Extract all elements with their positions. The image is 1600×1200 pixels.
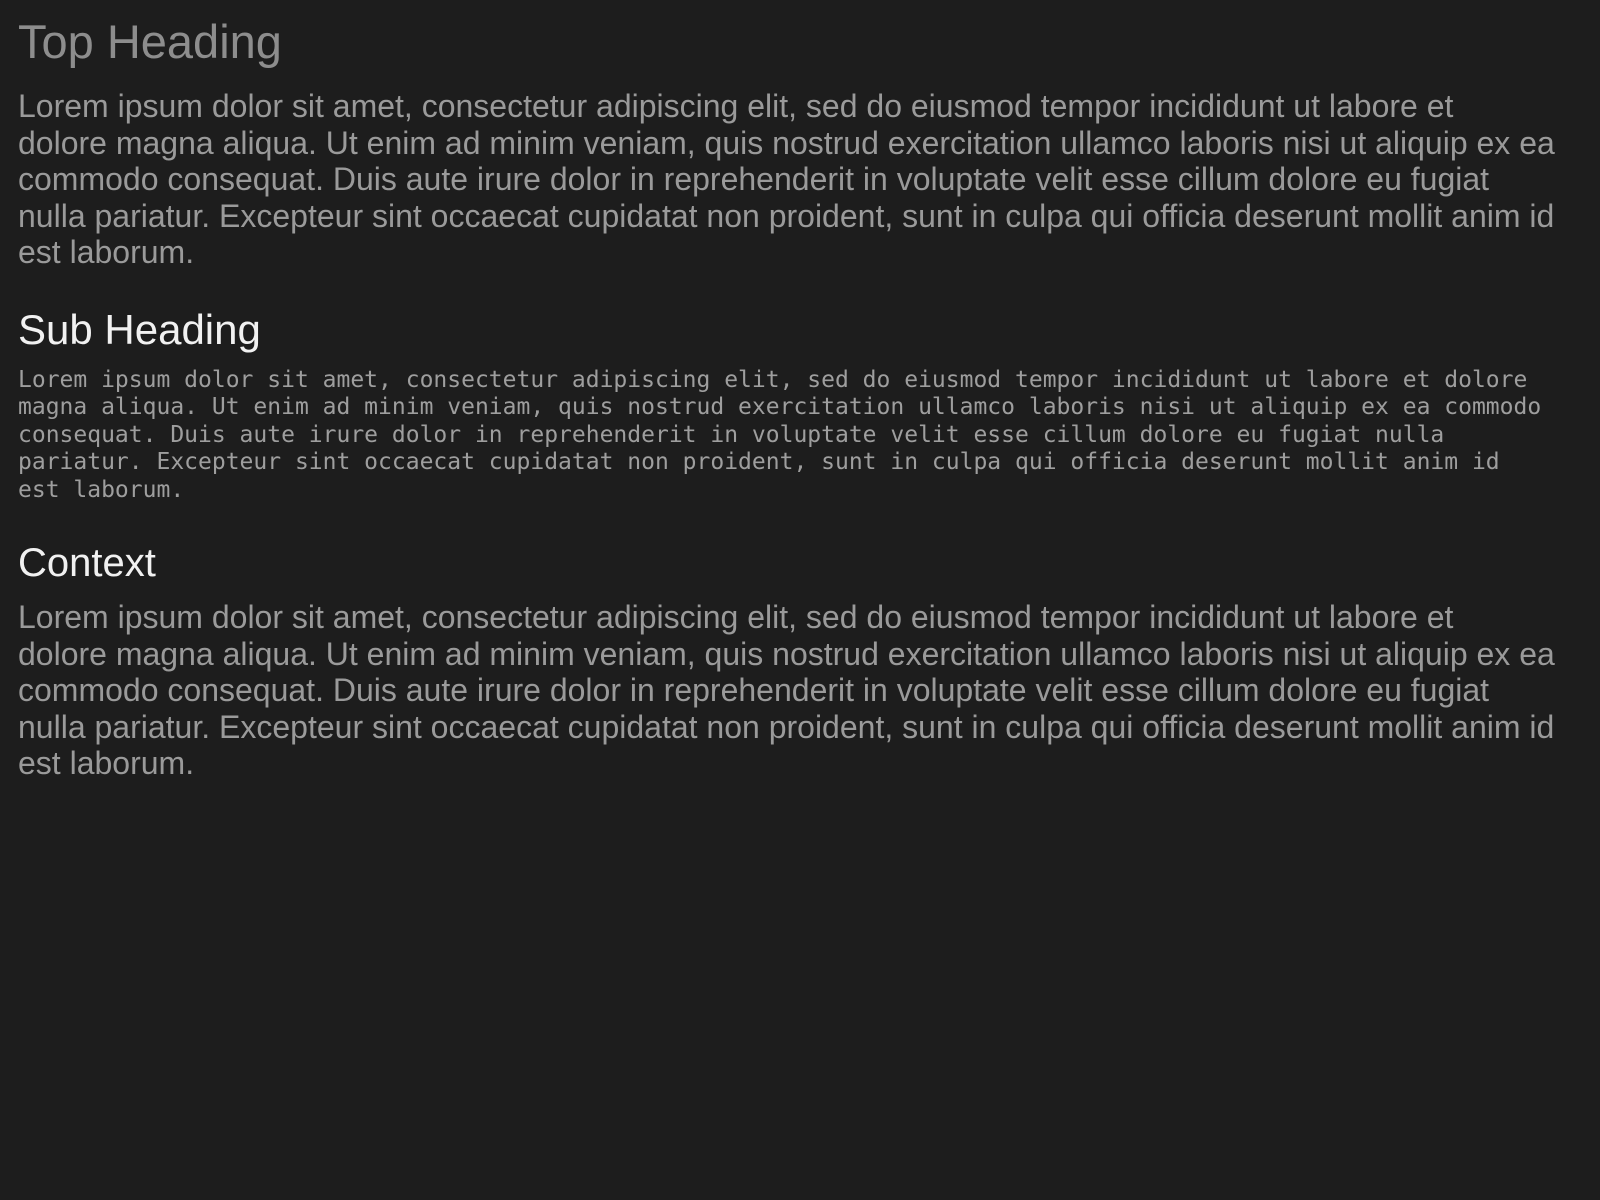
text-line: est laborum. bbox=[18, 745, 195, 781]
text-line: Lorem ipsum dolor sit amet, consectetur adipiscing elit, sed do eiusmod tempor incididunt ut labore et dolore bbox=[18, 366, 1528, 393]
text-line: commodo consequat. Duis aute irure dolor in reprehenderit in voluptate velit esse cillum dolore eu fugiat bbox=[18, 161, 1490, 197]
document-page bbox=[18, 14, 1582, 782]
text-line: Lorem ipsum dolor sit amet, consectetur adipiscing elit, sed do eiusmod tempor incididunt ut labore et bbox=[18, 599, 1454, 635]
text-line: pariatur. Excepteur sint occaecat cupidatat non proident, sunt in culpa qui officia deserunt mollit anim id bbox=[18, 449, 1500, 475]
top-heading: Top Heading bbox=[18, 15, 282, 68]
text-line: est laborum. bbox=[18, 234, 195, 270]
text-line: nulla pariatur. Excepteur sint occaecat cupidatat non proident, sunt in culpa qui officia deserunt mollit anim id bbox=[18, 708, 1555, 745]
monospace-paragraph bbox=[18, 367, 1582, 505]
text-line: dolore magna aliqua. Ut enim ad minim veniam, quis nostrud exercitation ullamco laboris nisi ut aliquip ex ea bbox=[18, 635, 1555, 672]
text-line: Lorem ipsum dolor sit amet, consectetur adipiscing elit, sed do eiusmod tempor incididunt ut labore et bbox=[18, 88, 1454, 124]
text-line: commodo consequat. Duis aute irure dolor in reprehenderit in voluptate velit esse cillum dolore eu fugiat bbox=[18, 672, 1490, 708]
text-line: nulla pariatur. Excepteur sint occaecat cupidatat non proident, sunt in culpa qui officia deserunt mollit anim id bbox=[18, 197, 1555, 234]
context-heading: Context bbox=[18, 541, 156, 585]
text-line: dolore magna aliqua. Ut enim ad minim veniam, quis nostrud exercitation ullamco laboris nisi ut aliquip ex ea bbox=[18, 124, 1555, 161]
text-line: est laborum. bbox=[18, 476, 185, 503]
closing-paragraph bbox=[18, 599, 1582, 782]
sub-heading: Sub Heading bbox=[18, 305, 261, 353]
intro-paragraph bbox=[18, 88, 1582, 271]
text-line: magna aliqua. Ut enim ad minim veniam, quis nostrud exercitation ullamco laboris nisi ut aliquip ex ea commodo bbox=[18, 394, 1542, 420]
text-line: consequat. Duis aute irure dolor in reprehenderit in voluptate velit esse cillum dolore eu fugiat nulla bbox=[18, 421, 1445, 448]
